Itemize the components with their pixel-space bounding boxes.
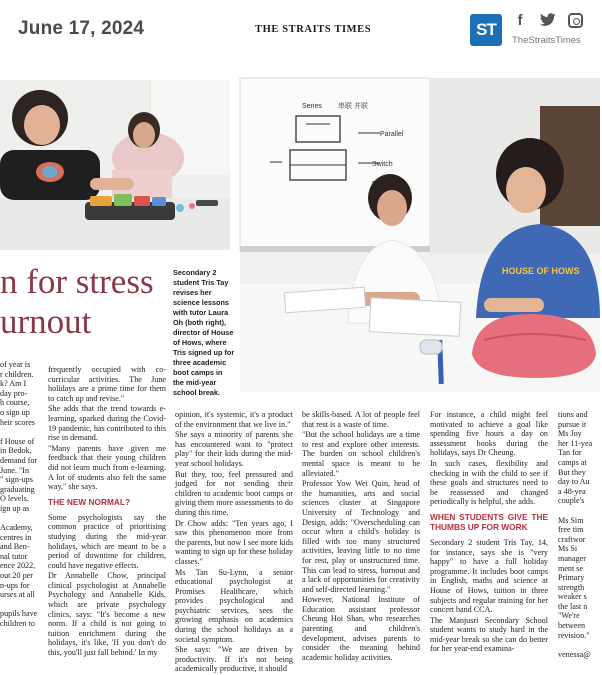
- col1-line: h course,: [0, 398, 30, 408]
- col1-line: in Bedok,: [0, 446, 32, 456]
- publication-date: June 17, 2024: [18, 18, 145, 39]
- col2-para: Some psychologists say the common practice of prioritising studying during the mid-year holidays, which are meant to be a period of downtime for children, could have negative effects.: [48, 512, 166, 570]
- col6-line: her 11-yea: [558, 438, 593, 448]
- col1-line: heir scores: [0, 417, 35, 427]
- col1-line: [0, 600, 38, 610]
- col6-line: a 48-yea: [558, 486, 586, 496]
- col5-para: In such cases, flexibility and checking in with the child to see if these goals and structures need to be reassessed and changed periodically is helpful, she adds.: [430, 458, 548, 507]
- col6-line: between: [558, 621, 586, 631]
- whiteboard-label-series: Series: [302, 103, 322, 110]
- col6-line: Ms Sim: [558, 515, 584, 525]
- svg-text:串联 并联: 串联 并联: [338, 103, 368, 110]
- col6-line: pursue it: [558, 419, 587, 429]
- col6-line: Ms Joy: [558, 429, 582, 439]
- col1-line: centres in: [0, 532, 32, 542]
- col6-line: But they: [558, 467, 586, 477]
- col1-line: n-ups for: [0, 580, 30, 590]
- instagram-icon[interactable]: [568, 13, 583, 28]
- col6-line: strength: [558, 582, 585, 592]
- col1-line: June. "In: [0, 465, 30, 475]
- col1-line: [0, 427, 38, 437]
- col6-line: Primary: [558, 573, 585, 583]
- col6-line: day to Au: [558, 477, 590, 487]
- col1-line: pupils have: [0, 609, 38, 619]
- col6-line: camps at: [558, 457, 587, 467]
- col6-line: the last n: [558, 601, 588, 611]
- col5-para: The Manjusri Secondary School student wants to study hard in the mid-year break so she can do better for her year-end examina-: [430, 615, 548, 654]
- col1-line: O levels.: [0, 494, 29, 504]
- col6-line: ment se: [558, 563, 584, 573]
- section-heading-new-normal: THE NEW NORMAL?: [48, 496, 131, 507]
- tshirt-print: HOUSE OF HOWS: [502, 266, 580, 276]
- col6-line: Tan for: [558, 448, 582, 458]
- col3-para: She says: "We are driven by productivity. If it's not being academically productive, it should: [175, 645, 293, 674]
- col1-line: nal tutor: [0, 551, 28, 561]
- col6-line: venessa@: [558, 649, 591, 659]
- col3-para: Ms Tan Su-Lynn, a senior educational psychologist at Promises Healthcare, which provides psychological and psychiatric services, sees the growing emphasis on academics during the school holidays as a societal symptom.: [175, 567, 293, 644]
- col1-line: ign up as: [0, 503, 30, 513]
- photo-caption: Secondary 2 student Tris Tay revises her science lessons with tutor Laura Oh (both right), director of House of Hows, where Tris signed up for three academic boot camps in the mid-year school break.: [173, 268, 235, 397]
- col1-line: graduating: [0, 484, 35, 494]
- whiteboard-label-switch: Switch: [372, 161, 393, 168]
- col6-line: "We're: [558, 611, 580, 621]
- column-5: [430, 410, 548, 655]
- col6-line: Ms Si: [558, 544, 578, 554]
- column-4: [302, 410, 420, 663]
- col1-line: " sign-ups: [0, 475, 33, 485]
- col1-line: and Ben-: [0, 542, 30, 552]
- col1-line: demand for: [0, 455, 38, 465]
- social-icons: [512, 13, 583, 29]
- col3-para: She says a minority of parents she has encountered want to "protect play" for their kids during the mid-year school holidays.: [175, 430, 293, 468]
- col4-para: be skills-based. A lot of people feel that rest is a waste of time.: [302, 410, 420, 429]
- col1-line: [0, 514, 38, 524]
- whiteboard-label-parallel: Parallel: [380, 131, 404, 138]
- column-1: [0, 360, 38, 629]
- section-heading-thumbs-up: WHEN STUDENTS GIVE THE THUMBS UP FOR WORK: [430, 511, 548, 532]
- page-header: [0, 0, 600, 66]
- col4-para: However, National Institute of Education assistant professor Cheung Hoi Shan, who researches parenting and children's development, advises parents to consider the meaning behind academic holiday activities.: [302, 595, 420, 662]
- col1-line: r children.: [0, 369, 34, 379]
- col6-line: free tim: [558, 525, 584, 535]
- col3-para: opinion, it's systemic, it's a product of the environment that we live in.": [175, 410, 293, 429]
- col6-line: revision.": [558, 630, 590, 640]
- col6-line: manager: [558, 553, 586, 563]
- col1-line: out 20 per: [0, 571, 33, 581]
- headline-line-1: n for stress: [0, 262, 154, 301]
- st-logo: ST: [470, 14, 502, 46]
- col6-line: [558, 640, 602, 650]
- col2-para: frequently occupied with co-curricular activities. The June holidays are a prime time for them to catch up and revise.": [48, 365, 166, 403]
- facebook-icon[interactable]: f: [517, 12, 523, 29]
- col1-line: of year is: [0, 360, 31, 369]
- col1-line: o sign up: [0, 407, 30, 417]
- social-handle: TheStraitsTimes: [512, 35, 581, 46]
- col1-line: day pro-: [0, 388, 28, 398]
- col3-para: But they, too, feel pressured and judged for not sending their children to academic boot camps or giving them more assessments to do during this time.: [175, 469, 293, 517]
- col1-line: urses at all: [0, 590, 35, 600]
- headline: [0, 262, 170, 342]
- col5-para: For instance, a child might feel motivated to achieve a goal like spending five hours a day on assessment books during the holidays, says Dr Cheung.: [430, 410, 548, 458]
- column-3: [175, 410, 293, 675]
- col1-line: f House of: [0, 436, 35, 446]
- col2-para: "Many parents have given me feedback that their young children did not learn much from e-learning. A lot of students also felt the same way," she says.: [48, 443, 166, 492]
- masthead: THE STRAITS TIMES: [255, 24, 372, 35]
- photo-tutor-and-student: [240, 78, 600, 392]
- col1-line: Academy,: [0, 523, 33, 533]
- twitter-icon[interactable]: [540, 13, 556, 29]
- col2-para: Dr Annabelle Chow, principal clinical psychologist at Annabelle Psychology and Annabelle Kids, which are private psychology clinics, says: "It's become a new norm. If a child is not going to tuition enrichment during the holidays, it's like, 'If you don't do this, you'll just fall behind.' In my: [48, 571, 166, 658]
- column-2: [48, 365, 166, 659]
- col4-para: Professor Yow Wei Quin, head of the humanities, arts and social sciences cluster at Singapore University of Technology and Design, adds: "Overscheduling can occur when a child's holiday is filled with too many structured activities, leaving little to no time for rest, play or unstructured time. This can lead to stress, burnout and a lack of opportunities for creativity and self-directed learning.": [302, 479, 420, 594]
- col3-para: Dr Chow adds: "Ten years ago, I saw this phenomenon more from the parents, but now I see more kids wanting to sign up for these holiday classes.": [175, 518, 293, 566]
- col5-para: Secondary 2 student Tris Tay, 14, for instance, says she is "very happy" to have a full holiday programme. It includes boot camps in English, maths and science at House of Hows, tuition in three subjects and regular training for her concert band CCA.: [430, 537, 548, 615]
- photo-child-with-tutor: [0, 80, 230, 250]
- col1-line: ence 2022,: [0, 561, 36, 571]
- col6-line: craftwor: [558, 534, 586, 544]
- col6-line: couple's: [558, 496, 585, 506]
- headline-line-2: urnout: [0, 302, 92, 341]
- col6-line: [558, 506, 602, 516]
- col1-line: children to: [0, 619, 35, 629]
- column-6: [558, 410, 602, 659]
- col4-para: "But the school holidays are a time to rest and explore other interests. The burden on school children's mental space is meant to be alleviated.": [302, 430, 420, 478]
- col2-para: She adds that the trend towards e-learning, sparked during the Covid-19 pandemic, has contributed to this rise in demand.: [48, 404, 166, 443]
- col6-line: tions and: [558, 410, 588, 419]
- col6-line: weaker s: [558, 592, 587, 602]
- col1-line: k? Am I: [0, 379, 27, 389]
